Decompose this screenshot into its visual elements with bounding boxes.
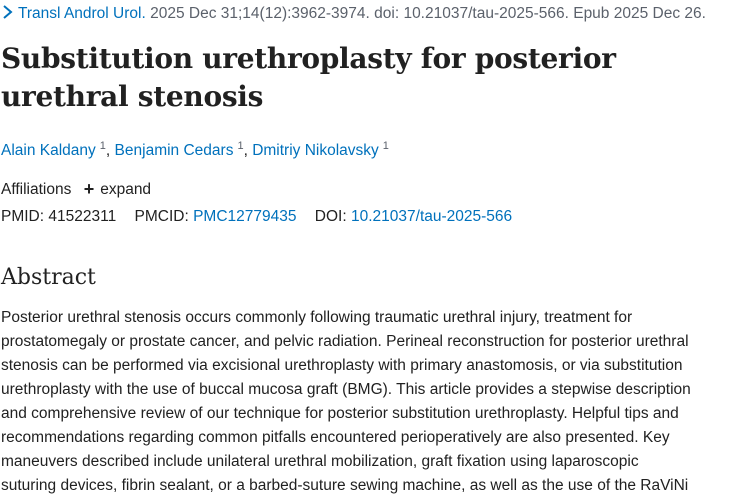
pmcid-link[interactable]: PMC12779435 [193, 208, 297, 225]
abstract-text [1, 306, 749, 498]
article-title: Substitution urethroplasty for posterior urethral stenosis [1, 42, 616, 113]
abstract-line: maneuvers described include unilateral urethral mobilization, graft fixation using laparoscopic [1, 453, 639, 470]
citation-details: 2025 Dec 31;14(12):3962-3974. doi: 10.21037/tau-2025-566. Epub 2025 Dec 26. [150, 5, 706, 22]
author-link[interactable]: Benjamin Cedars [114, 142, 234, 159]
abstract-line: suturing devices, fibrin sealant, or a barbed-suture sewing machine, as well as the use of the RaViNi [1, 477, 689, 494]
pmid-value: 41522311 [48, 208, 117, 225]
doi-label: DOI: [314, 208, 347, 225]
authors-list: Alain Kaldany $^1$, Benjamin Cedars $^1$, Dmitriy Nikolavsky $^1$ [1, 140, 389, 159]
author-affiliation-marker: 1 [382, 140, 389, 152]
journal-link[interactable]: Transl Androl Urol. [18, 5, 146, 22]
abstract-line: recommendations regarding common pitfalls encountered perioperatively are also presented. Key [1, 429, 670, 446]
author-affiliation-marker: 1 [237, 140, 244, 152]
affiliations-expand-button[interactable] [84, 178, 151, 201]
author-link[interactable]: Dmitriy Nikolavsky [252, 142, 379, 159]
doi-link[interactable]: 10.21037/tau-2025-566 [350, 208, 513, 225]
author-affiliation-marker: 1 [99, 140, 106, 152]
pmcid-label: PMCID: [134, 208, 189, 225]
author-link[interactable]: Alain Kaldany [1, 142, 96, 159]
journal-citation [2, 4, 750, 24]
abstract-line: urethroplasty with the use of buccal mucosa graft (BMG). This article provides a stepwise description [1, 381, 691, 398]
abstract-line: stenosis can be performed via excisional urethroplasty with primary anastomosis, or via substitution [1, 357, 683, 374]
chevron-right-icon [2, 5, 14, 19]
affiliations-label: Affiliations [1, 181, 72, 198]
abstract-line: and comprehensive review of our technique for posterior substitution urethroplasty. Helpful tips and [1, 405, 679, 422]
expand-label: expand [100, 181, 152, 198]
pmid-label: PMID: [1, 208, 45, 225]
abstract-line: prostatomegaly or prostate cancer, and pelvic radiation. Perineal reconstruction for posterior urethral [1, 333, 689, 350]
abstract-line: Posterior urethral stenosis occurs commonly following traumatic urethral injury, treatment for [1, 309, 633, 326]
plus-icon: + [83, 179, 95, 199]
article-identifiers [1, 206, 512, 228]
abstract-heading: Abstract [1, 265, 96, 290]
affiliations-section [1, 178, 151, 201]
